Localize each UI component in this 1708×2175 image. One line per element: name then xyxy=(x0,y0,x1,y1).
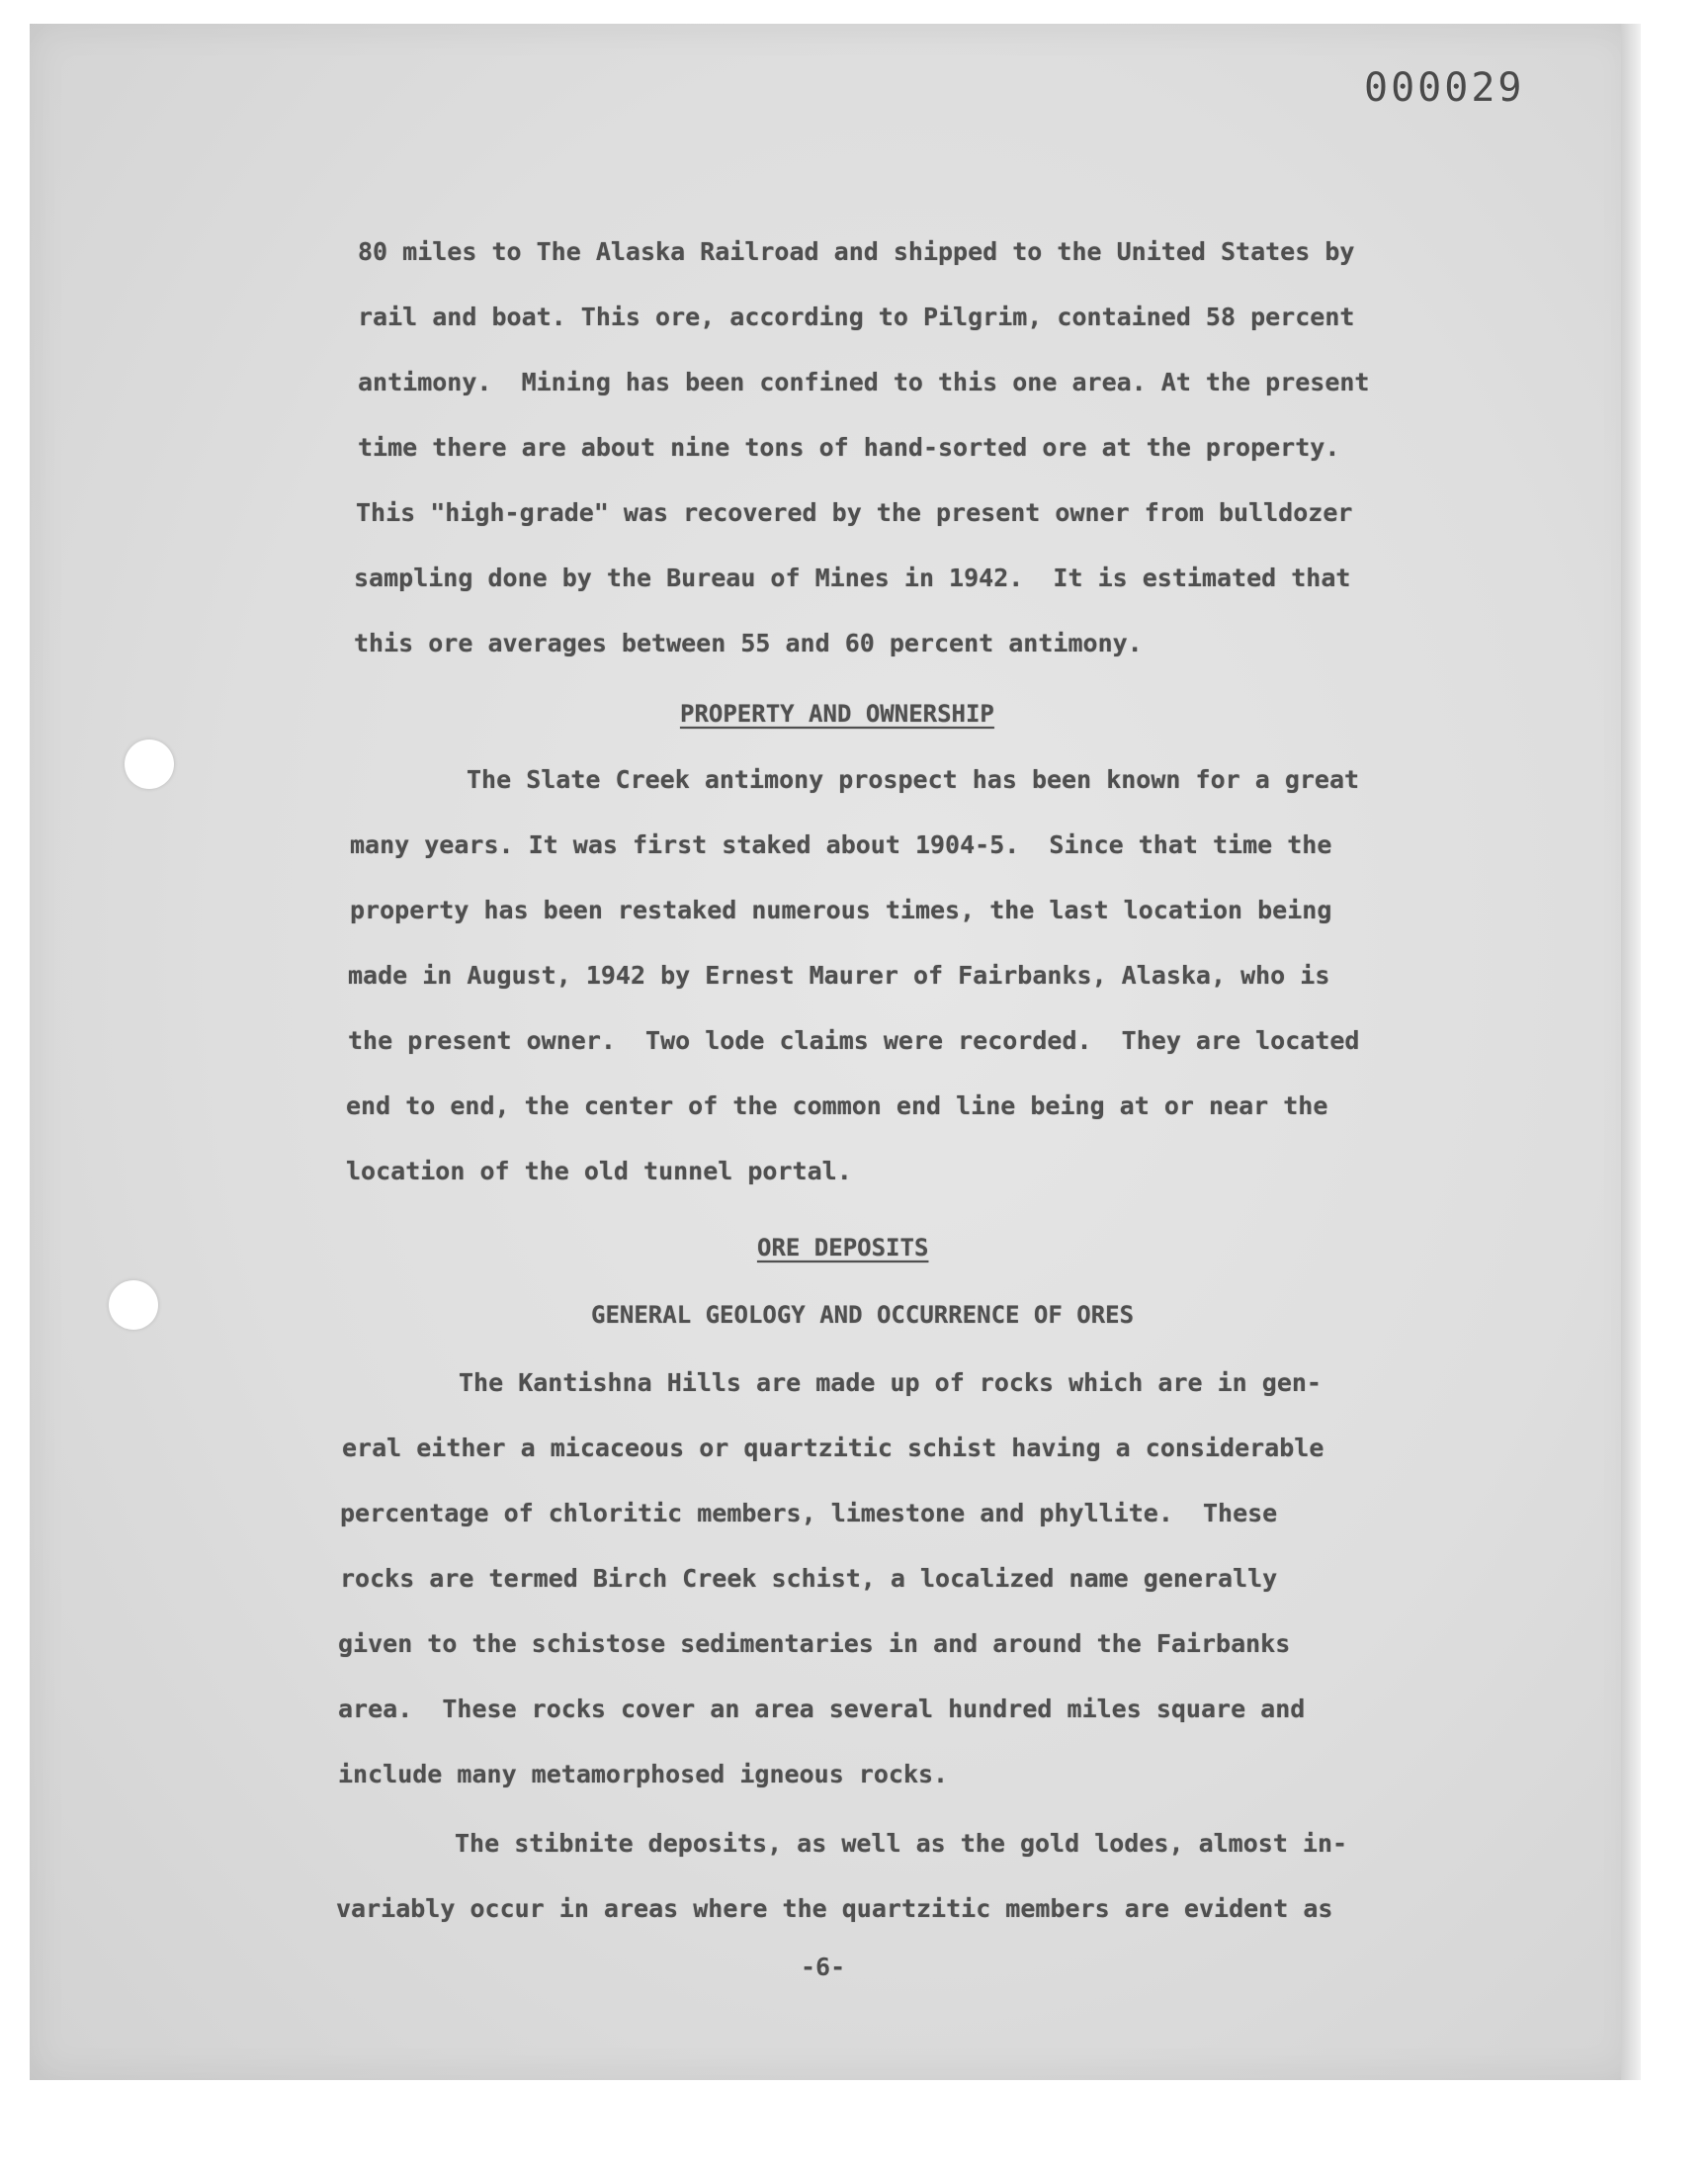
paragraph-1-line-1: 80 miles to The Alaska Railroad and shipped to the United States by xyxy=(358,237,1355,266)
heading-property-and-ownership: PROPERTY AND OWNERSHIP xyxy=(680,700,994,728)
paragraph-2-line-3: property has been restaked numerous times, the last location being xyxy=(350,896,1332,924)
heading-general-geology: GENERAL GEOLOGY AND OCCURRENCE OF ORES xyxy=(591,1301,1135,1329)
paragraph-2-line-2: many years. It was first staked about 1904-5. Since that time the xyxy=(350,830,1332,859)
paragraph-3-line-2: eral either a micaceous or quartzitic schist having a considerable xyxy=(342,1434,1324,1462)
paragraph-3-line-3: percentage of chloritic members, limestone and phyllite. These xyxy=(340,1499,1278,1527)
paragraph-2-line-1: The Slate Creek antimony prospect has been known for a great xyxy=(467,765,1360,794)
paragraph-1-line-2: rail and boat. This ore, according to Pilgrim, contained 58 percent xyxy=(358,303,1355,331)
paragraph-2-line-7: location of the old tunnel portal. xyxy=(346,1157,852,1185)
paragraph-4-line-1: The stibnite deposits, as well as the gold lodes, almost in- xyxy=(455,1829,1348,1858)
page-number: -6- xyxy=(801,1953,846,1981)
paragraph-3-line-1: The Kantishna Hills are made up of rocks which are in gen- xyxy=(459,1368,1322,1397)
paragraph-1-line-6: sampling done by the Bureau of Mines in 1942. It is estimated that xyxy=(354,564,1351,592)
paragraph-2-line-5: the present owner. Two lode claims were recorded. They are located xyxy=(348,1026,1360,1055)
paragraph-3-line-5: given to the schistose sedimentaries in and around the Fairbanks xyxy=(338,1629,1291,1658)
paragraph-3-line-6: area. These rocks cover an area several hundred miles square and xyxy=(338,1695,1306,1723)
document-number: 000029 xyxy=(1364,65,1525,111)
paragraph-2-line-6: end to end, the center of the common end line being at or near the xyxy=(346,1091,1328,1120)
paragraph-1-line-3: antimony. Mining has been confined to this one area. At the present xyxy=(358,368,1370,396)
punch-hole-top xyxy=(125,740,174,789)
paragraph-3-line-4: rocks are termed Birch Creek schist, a localized name generally xyxy=(340,1564,1278,1593)
paragraph-4-line-2: variably occur in areas where the quartzitic members are evident as xyxy=(336,1894,1333,1923)
paragraph-3-line-7: include many metamorphosed igneous rocks. xyxy=(338,1760,949,1788)
paragraph-2-line-4: made in August, 1942 by Ernest Maurer of Fairbanks, Alaska, who is xyxy=(348,961,1330,990)
page-edge xyxy=(1621,24,1641,2080)
paragraph-1-line-7: this ore averages between 55 and 60 percent antimony. xyxy=(354,629,1143,657)
heading-ore-deposits: ORE DEPOSITS xyxy=(757,1234,929,1262)
paragraph-1-line-5: This "high-grade" was recovered by the present owner from bulldozer xyxy=(356,498,1353,527)
paragraph-1-line-4: time there are about nine tons of hand-sorted ore at the property. xyxy=(358,433,1340,462)
punch-hole-bottom xyxy=(109,1280,158,1330)
